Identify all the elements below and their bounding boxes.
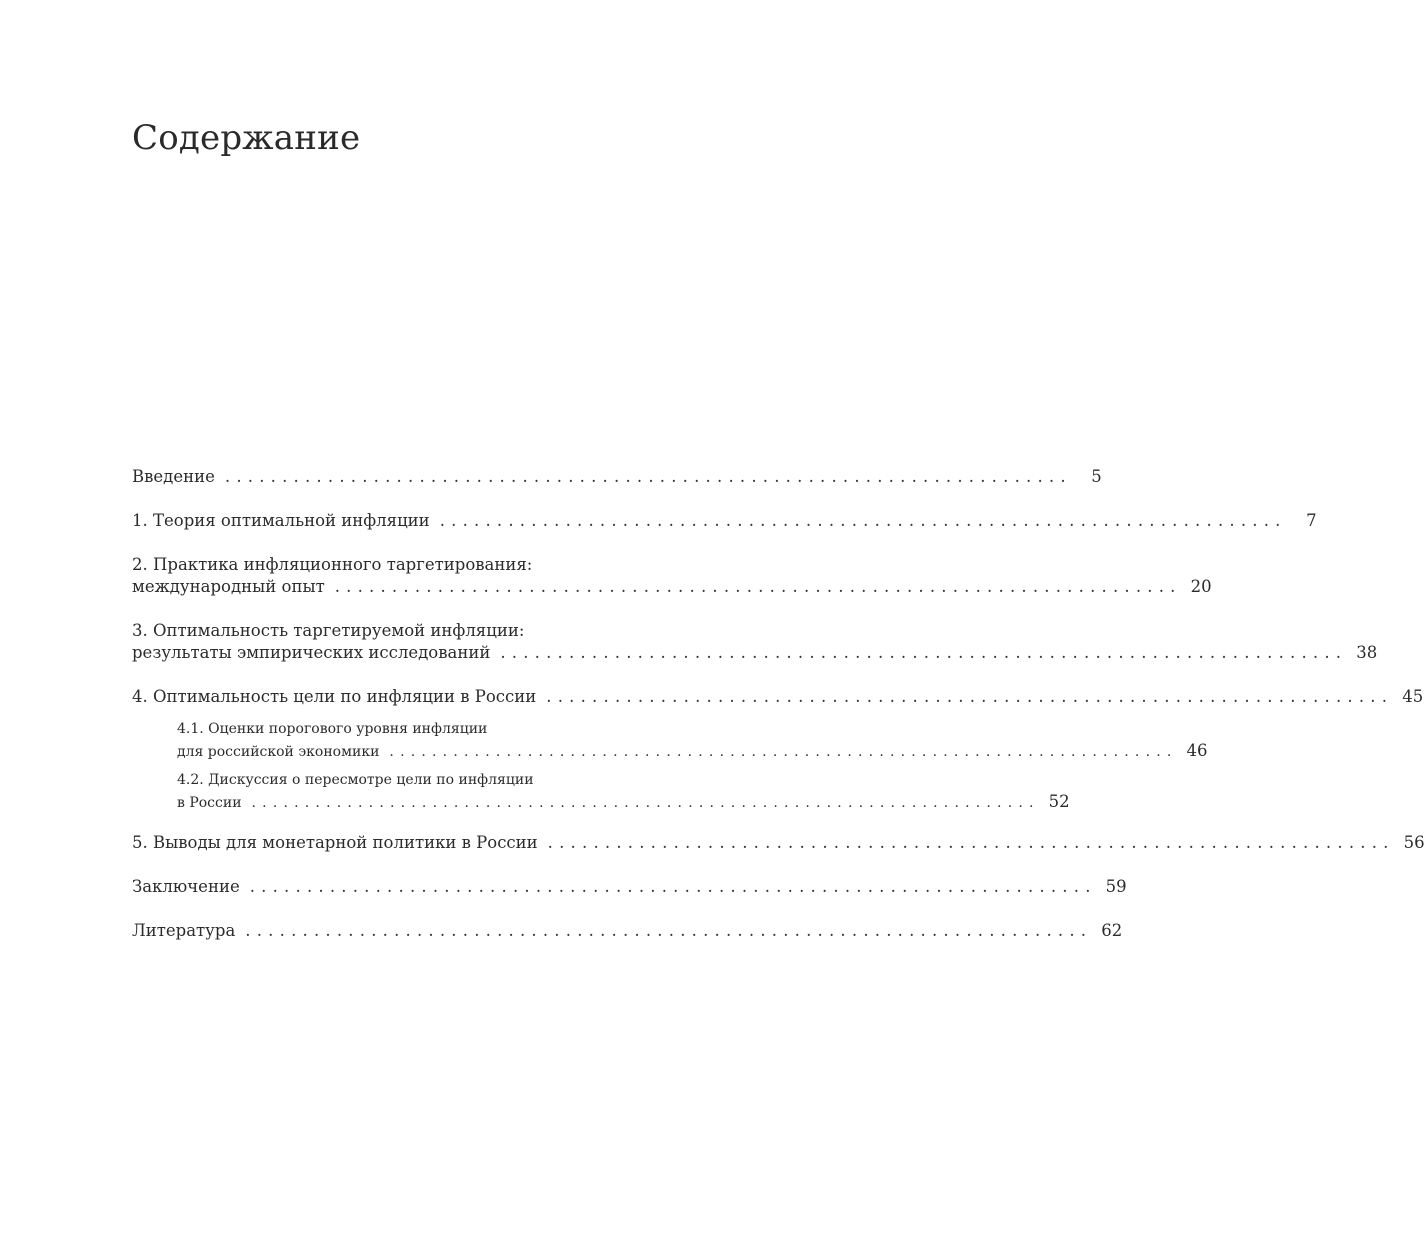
toc-entry-introduction[interactable] (132, 466, 1102, 488)
toc-page-number: 20 (1190, 577, 1212, 596)
toc-leader-dots: .......................................................................... (546, 687, 1394, 706)
toc-entry-title-line: 4.1. Оценки порогового уровня инфляции (177, 721, 488, 737)
toc-entry-title-line: 3. Оптимальность таргетируемой инфляции: (132, 621, 525, 640)
toc-leader-dots: .......................................................................... (251, 795, 1040, 811)
toc-entry-section-4-2[interactable] (177, 769, 1070, 814)
toc-entry-chapter-4[interactable] (132, 686, 1424, 708)
toc-leader-dots: .......................................................................... (389, 744, 1178, 760)
toc-leader-dots: .......................................................................... (224, 467, 1072, 486)
toc-entry-references[interactable] (132, 920, 1123, 942)
toc-entry-chapter-1[interactable] (132, 510, 1317, 532)
toc-entry-title: для российской экономики (177, 744, 380, 760)
toc-page-number: 45 (1402, 687, 1424, 706)
toc-page-number: 52 (1048, 792, 1070, 811)
toc-page-number: 56 (1403, 833, 1425, 852)
toc-page-number: 46 (1186, 741, 1208, 760)
toc-entry-title: Литература (132, 921, 236, 940)
toc-entry-title: международный опыт (132, 577, 325, 596)
toc-entry-title: Заключение (132, 877, 240, 896)
toc-entry-section-4-1[interactable] (177, 718, 1208, 763)
toc-entry-title: 1. Теория оптимальной инфляции (132, 511, 430, 530)
toc-entry-title-line: 2. Практика инфляционного таргетирования: (132, 555, 533, 574)
toc-page-number: 38 (1356, 643, 1378, 662)
toc-entry-title: Введение (132, 467, 215, 486)
toc-page-number: 7 (1306, 511, 1317, 530)
toc-entry-chapter-2[interactable] (132, 554, 1212, 598)
toc-leader-dots: .......................................................................... (334, 577, 1182, 596)
toc-entry-title: 5. Выводы для монетарной политики в России (132, 833, 538, 852)
toc-leader-dots: .......................................................................... (249, 877, 1097, 896)
toc-entry-title-line: 4.2. Дискуссия о пересмотре цели по инфляции (177, 772, 534, 788)
table-of-contents (132, 466, 1425, 964)
toc-leader-dots: .......................................................................... (547, 833, 1395, 852)
toc-leader-dots: .......................................................................... (500, 643, 1348, 662)
toc-leader-dots: .......................................................................... (439, 511, 1287, 530)
toc-entry-chapter-5[interactable] (132, 832, 1425, 854)
toc-entry-conclusion[interactable] (132, 876, 1127, 898)
toc-page-number: 62 (1101, 921, 1123, 940)
toc-page-number: 5 (1091, 467, 1102, 486)
toc-entry-title: результаты эмпирических исследований (132, 643, 491, 662)
toc-entry-title: 4. Оптимальность цели по инфляции в России (132, 687, 537, 706)
toc-entry-title: в России (177, 795, 242, 811)
toc-leader-dots: .......................................................................... (245, 921, 1093, 940)
toc-page-number: 59 (1105, 877, 1127, 896)
page-title: Содержание (132, 118, 361, 158)
toc-entry-chapter-3[interactable] (132, 620, 1378, 664)
